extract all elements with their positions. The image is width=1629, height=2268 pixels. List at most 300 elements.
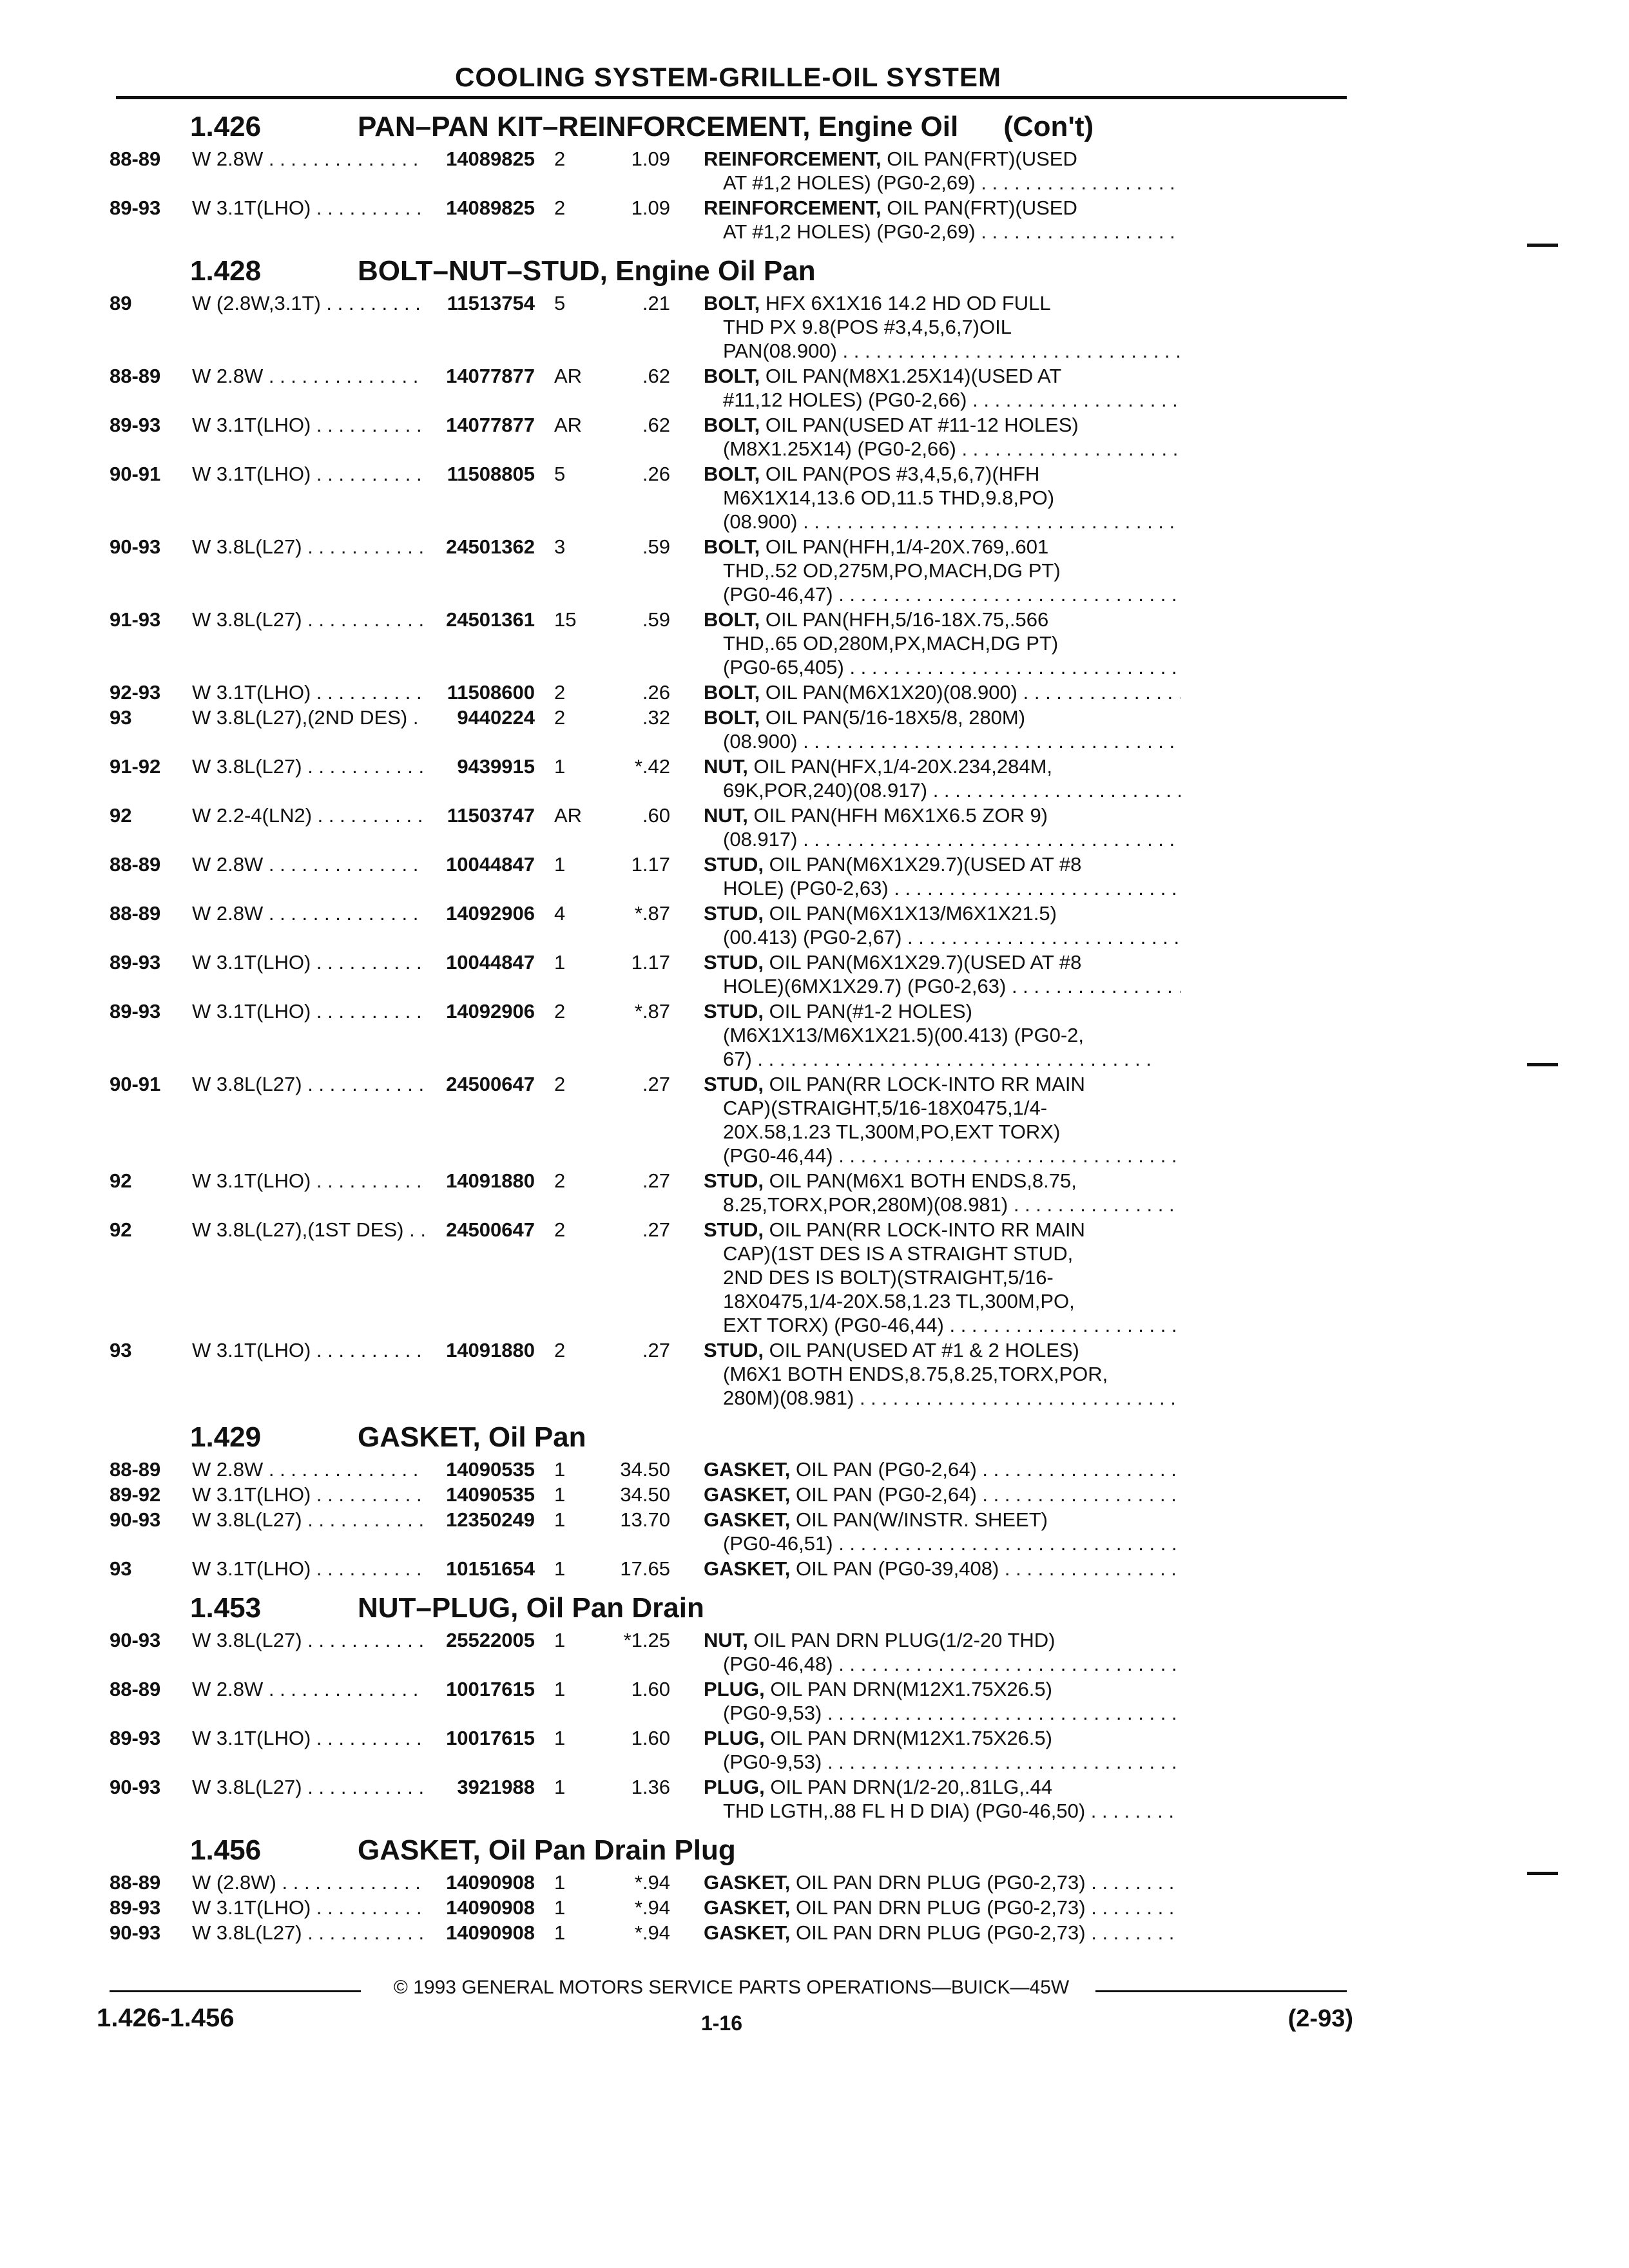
part-name: PLUG,: [704, 1727, 765, 1749]
description-text: OIL PAN DRN(M12X1.75X26.5): [770, 1727, 1052, 1749]
engine-model: W 3.8L(L27),(1ST DES) . . .: [192, 1218, 425, 1242]
description-line: [704, 778, 1181, 802]
section-number: 1.456: [190, 1834, 262, 1866]
model-years: 88-89: [110, 1871, 161, 1894]
part-description: [704, 1457, 1181, 1481]
model-years: 88-89: [110, 1458, 161, 1481]
description-text: OIL PAN(#1-2 HOLES): [769, 1000, 972, 1023]
description-text: HOLE) (PG0-2,63): [723, 877, 889, 899]
part-row: [110, 999, 1353, 1071]
description-line: [704, 1775, 1181, 1799]
footer-page-number: 1-16: [700, 2012, 743, 2035]
description-line: [704, 1218, 1181, 1242]
part-number: 24500647: [446, 1073, 535, 1095]
engine-model: W 2.2-4(LN2) . . .: [192, 803, 425, 827]
description-text: OIL PAN (PG0-2,64): [795, 1458, 977, 1481]
part-row: [110, 1483, 1353, 1506]
engine-model: W 3.1T(LHO) . . .: [192, 1483, 425, 1506]
description-line: [704, 413, 1181, 437]
part-name: GASKET,: [704, 1871, 791, 1894]
section-heading: [110, 1834, 1353, 1870]
description-text: OIL PAN(RR LOCK-INTO RR MAIN: [769, 1218, 1085, 1241]
footer-date: (2-93): [1287, 2005, 1353, 2032]
description-line: [704, 1047, 1181, 1071]
price: .60: [642, 804, 670, 827]
description-line: [704, 1072, 1181, 1096]
description-line: [704, 1799, 1181, 1823]
description-line: [704, 1242, 1181, 1265]
description-line: [704, 852, 1181, 876]
part-row: [110, 1726, 1353, 1774]
description-line: [704, 1750, 1181, 1774]
footer-rule-left: [110, 1990, 361, 1992]
description-line: [704, 196, 1181, 220]
description-line: [704, 1896, 1181, 1919]
catalog-section: [110, 1421, 1353, 1581]
price: .27: [642, 1339, 670, 1361]
part-number: 9439915: [457, 755, 535, 778]
description-line: [704, 1483, 1181, 1506]
engine-model: W 2.8W . . .: [192, 147, 425, 171]
part-number: 24501361: [446, 608, 535, 631]
description-text: HOLE)(6MX1X29.7) (PG0-2,63): [723, 975, 1007, 997]
part-row: [110, 413, 1353, 461]
part-row: [110, 754, 1353, 802]
description-line: [704, 803, 1181, 827]
part-row: [110, 706, 1353, 753]
description-line: [704, 1870, 1181, 1894]
description-text: OIL PAN(USED AT #11-12 HOLES): [765, 414, 1079, 436]
price: *.87: [634, 1000, 670, 1023]
part-description: [704, 1677, 1181, 1725]
price: 1.09: [631, 197, 670, 219]
parts-listing: [110, 111, 1353, 1946]
quantity: 1: [554, 1483, 566, 1506]
engine-model: W 3.8L(L27) . . .: [192, 1072, 425, 1096]
quantity: 2: [554, 681, 566, 704]
footer-rule-right: [1095, 1990, 1347, 1992]
description-line: [704, 147, 1181, 171]
model-years: 92: [110, 1169, 132, 1192]
engine-model: W (2.8W) . . .: [192, 1870, 425, 1894]
description-text: OIL PAN(FRT)(USED: [887, 197, 1077, 219]
engine-model: W 3.8L(L27) . . .: [192, 1628, 425, 1652]
engine-model: W 3.8L(L27) . . .: [192, 754, 425, 778]
part-row: [110, 291, 1353, 363]
price: 17.65: [620, 1557, 670, 1580]
catalog-section: [110, 1592, 1353, 1823]
price: 1.17: [631, 853, 670, 876]
part-description: [704, 1896, 1181, 1919]
quantity: 1: [554, 1629, 566, 1651]
description-text: OIL PAN(W/INSTR. SHEET): [795, 1508, 1048, 1531]
part-name: STUD,: [704, 1000, 764, 1023]
section-heading: [110, 111, 1353, 147]
part-row: [110, 608, 1353, 679]
description-line: [704, 1289, 1181, 1313]
section-title: GASKET, Oil Pan: [358, 1421, 586, 1453]
description-line: [704, 999, 1181, 1023]
part-description: [704, 1557, 1181, 1581]
description-text: OIL PAN(M6X1X29.7)(USED AT #8: [769, 951, 1082, 974]
quantity: AR: [554, 804, 583, 827]
description-text: (M6X1X13/M6X1X21.5)(00.413) (PG0-2,: [723, 1024, 1084, 1046]
description-text: AT #1,2 HOLES) (PG0-2,69): [723, 220, 976, 243]
description-line: [704, 729, 1181, 753]
part-name: BOLT,: [704, 414, 760, 436]
description-line: [704, 1532, 1181, 1555]
part-description: [704, 413, 1181, 461]
description-line: [704, 1096, 1181, 1120]
part-number: 11508600: [447, 681, 535, 704]
description-text: (PG0-9,53): [723, 1751, 822, 1773]
part-number: 11513754: [447, 292, 535, 314]
engine-model: W 3.8L(L27) . . .: [192, 608, 425, 631]
part-row: [110, 1169, 1353, 1216]
part-number: 14091880: [446, 1339, 535, 1361]
part-description: [704, 1483, 1181, 1506]
quantity: 2: [554, 1218, 566, 1241]
description-line: [704, 1457, 1181, 1481]
engine-model: W 3.1T(LHO) . . .: [192, 1896, 425, 1919]
price: 1.60: [631, 1727, 670, 1749]
part-description: [704, 535, 1181, 606]
section-title: BOLT–NUT–STUD, Engine Oil Pan: [358, 255, 816, 287]
model-years: 89-93: [110, 197, 161, 219]
description-text: OIL PAN DRN(M12X1.75X26.5): [770, 1678, 1052, 1700]
description-line: [704, 1338, 1181, 1362]
price: 34.50: [620, 1458, 670, 1481]
engine-model: W 2.8W . . .: [192, 364, 425, 388]
part-row: [110, 1677, 1353, 1725]
description-line: [704, 437, 1181, 461]
description-line: [704, 1144, 1181, 1168]
part-number: 12350249: [446, 1508, 535, 1531]
price: .21: [642, 292, 670, 314]
catalog-section: [110, 1834, 1353, 1945]
engine-model: W 3.8L(L27) . . .: [192, 1508, 425, 1532]
part-name: BOLT,: [704, 365, 760, 387]
model-years: 92: [110, 804, 132, 827]
model-years: 90-91: [110, 463, 161, 485]
part-number: 14090908: [446, 1921, 535, 1944]
engine-model: W 3.1T(LHO) . . .: [192, 680, 425, 704]
description-line: [704, 1628, 1181, 1652]
part-number: 25522005: [446, 1629, 535, 1651]
description-text: OIL PAN (PG0-2,64): [795, 1483, 977, 1506]
section-title: GASKET, Oil Pan Drain Plug: [358, 1834, 736, 1866]
description-text: 280M)(08.981): [723, 1387, 854, 1409]
description-text: 67): [723, 1048, 752, 1070]
section-title: NUT–PLUG, Oil Pan Drain: [358, 1592, 704, 1624]
description-text: OIL PAN(HFH M6X1X6.5 ZOR 9): [753, 804, 1048, 827]
quantity: 1: [554, 1896, 566, 1919]
description-text: OIL PAN(HFH,1/4-20X.769,.601: [765, 535, 1049, 558]
catalog-section: [110, 255, 1353, 1410]
price: 1.36: [631, 1776, 670, 1798]
description-text: THD PX 9.8(POS #3,4,5,6,7)OIL: [723, 316, 1012, 338]
part-name: BOLT,: [704, 535, 760, 558]
price: *.94: [634, 1896, 670, 1919]
price: *1.25: [623, 1629, 670, 1651]
part-number: 14090535: [446, 1458, 535, 1481]
quantity: 3: [554, 535, 566, 558]
description-line: [704, 1508, 1181, 1532]
part-number: 10017615: [446, 1678, 535, 1700]
engine-model: W 3.1T(LHO) . . .: [192, 1338, 425, 1362]
price: 13.70: [620, 1508, 670, 1531]
engine-model: W 3.8L(L27) . . .: [192, 1775, 425, 1799]
part-name: STUD,: [704, 902, 764, 925]
quantity: 2: [554, 1169, 566, 1192]
part-row: [110, 1218, 1353, 1337]
description-line: [704, 925, 1181, 949]
part-description: [704, 999, 1181, 1071]
part-row: [110, 1338, 1353, 1410]
price: .27: [642, 1169, 670, 1192]
model-years: 90-93: [110, 1921, 161, 1944]
model-years: 89-93: [110, 414, 161, 436]
description-text: OIL PAN(POS #3,4,5,6,7)(HFH: [765, 463, 1040, 485]
part-name: GASKET,: [704, 1896, 791, 1919]
description-text: OIL PAN(M6X1X20)(08.900): [765, 681, 1017, 704]
description-line: [704, 486, 1181, 510]
price: 1.60: [631, 1678, 670, 1700]
price: .59: [642, 535, 670, 558]
page-header: COOLING SYSTEM-GRILLE-OIL SYSTEM: [455, 62, 1001, 92]
margin-mark: [1527, 1872, 1558, 1875]
price: .62: [642, 414, 670, 436]
quantity: 1: [554, 1921, 566, 1944]
part-row: [110, 535, 1353, 606]
margin-mark: [1527, 244, 1558, 247]
part-number: 3921988: [457, 1776, 535, 1798]
description-line: [704, 171, 1181, 195]
part-row: [110, 1557, 1353, 1581]
part-number: 10044847: [446, 951, 535, 974]
part-description: [704, 291, 1181, 363]
part-number: 14089825: [446, 148, 535, 170]
part-name: BOLT,: [704, 706, 760, 729]
quantity: 15: [554, 608, 577, 631]
quantity: 2: [554, 1339, 566, 1361]
description-text: (00.413) (PG0-2,67): [723, 926, 902, 948]
quantity: 2: [554, 148, 566, 170]
part-name: STUD,: [704, 1339, 764, 1361]
quantity: 2: [554, 197, 566, 219]
description-text: (PG0-65,405): [723, 656, 844, 678]
description-text: EXT TORX) (PG0-46,44): [723, 1314, 944, 1336]
part-name: NUT,: [704, 804, 748, 827]
quantity: 5: [554, 463, 566, 485]
engine-model: W 3.1T(LHO) . . .: [192, 1169, 425, 1193]
engine-model: W 2.8W . . .: [192, 1677, 425, 1701]
description-text: OIL PAN DRN PLUG (PG0-2,73): [795, 1871, 1086, 1894]
quantity: AR: [554, 365, 583, 387]
part-name: PLUG,: [704, 1776, 765, 1798]
quantity: 1: [554, 1557, 566, 1580]
part-description: [704, 1628, 1181, 1676]
engine-model: W (2.8W,3.1T) . . .: [192, 291, 425, 315]
part-number: 24500647: [446, 1218, 535, 1241]
part-name: BOLT,: [704, 608, 760, 631]
description-text: OIL PAN(HFH,5/16-18X.75,.566: [765, 608, 1049, 631]
description-line: [704, 876, 1181, 900]
price: .62: [642, 365, 670, 387]
part-name: REINFORCEMENT,: [704, 197, 882, 219]
part-row: [110, 950, 1353, 998]
part-row: [110, 462, 1353, 533]
description-line: [704, 655, 1181, 679]
part-row: [110, 1508, 1353, 1555]
part-number: 10017615: [446, 1727, 535, 1749]
part-description: [704, 852, 1181, 900]
description-text: THD,.65 OD,280M,PX,MACH,DG PT): [723, 632, 1059, 655]
description-text: (PG0-46,44): [723, 1144, 833, 1167]
part-number: 10151654: [446, 1557, 535, 1580]
part-name: STUD,: [704, 1073, 764, 1095]
model-years: 93: [110, 1557, 132, 1580]
description-line: [704, 974, 1181, 998]
model-years: 92: [110, 1218, 132, 1241]
price: .26: [642, 681, 670, 704]
description-text: OIL PAN DRN PLUG (PG0-2,73): [795, 1896, 1086, 1919]
description-text: (M8X1.25X14) (PG0-2,66): [723, 437, 956, 460]
description-text: OIL PAN (PG0-39,408): [795, 1557, 999, 1580]
part-name: GASKET,: [704, 1458, 791, 1481]
part-number: 11508805: [447, 463, 535, 485]
quantity: 2: [554, 1000, 566, 1023]
description-line: [704, 631, 1181, 655]
section-number: 1.426: [190, 111, 262, 142]
description-line: [704, 582, 1181, 606]
section-heading: [110, 1421, 1353, 1457]
description-line: [704, 388, 1181, 412]
model-years: 92-93: [110, 681, 161, 704]
description-line: [704, 754, 1181, 778]
part-row: [110, 1072, 1353, 1168]
part-name: BOLT,: [704, 463, 760, 485]
engine-model: W 3.8L(L27),(2ND DES) . . .: [192, 706, 425, 729]
price: 1.17: [631, 951, 670, 974]
description-text: 20X.58,1.23 TL,300M,PO,EXT TORX): [723, 1120, 1061, 1143]
description-text: (PG0-46,51): [723, 1532, 833, 1555]
part-row: [110, 901, 1353, 949]
part-number: 10044847: [446, 853, 535, 876]
model-years: 88-89: [110, 1678, 161, 1700]
description-line: [704, 1169, 1181, 1193]
description-text: CAP)(STRAIGHT,5/16-18X0475,1/4-: [723, 1097, 1048, 1119]
section-heading: [110, 1592, 1353, 1628]
part-description: [704, 1775, 1181, 1823]
catalog-section: [110, 111, 1353, 244]
part-description: [704, 1169, 1181, 1216]
part-row: [110, 364, 1353, 412]
quantity: 1: [554, 1678, 566, 1700]
part-name: GASKET,: [704, 1508, 791, 1531]
quantity: 5: [554, 292, 566, 314]
description-text: (08.917): [723, 828, 798, 850]
model-years: 90-93: [110, 1776, 161, 1798]
description-text: OIL PAN(M6X1X29.7)(USED AT #8: [769, 853, 1082, 876]
description-text: 2ND DES IS BOLT)(STRAIGHT,5/16-: [723, 1266, 1054, 1289]
description-line: [704, 827, 1181, 851]
part-description: [704, 901, 1181, 949]
part-description: [704, 1921, 1181, 1945]
engine-model: W 2.8W . . .: [192, 852, 425, 876]
description-line: [704, 339, 1181, 363]
model-years: 88-89: [110, 853, 161, 876]
part-row: [110, 147, 1353, 195]
description-line: [704, 315, 1181, 339]
description-text: OIL PAN(USED AT #1 & 2 HOLES): [769, 1339, 1079, 1361]
part-name: STUD,: [704, 951, 764, 974]
description-line: [704, 1265, 1181, 1289]
description-line: [704, 510, 1181, 533]
description-text: CAP)(1ST DES IS A STRAIGHT STUD,: [723, 1242, 1074, 1265]
section-number: 1.429: [190, 1421, 262, 1453]
part-name: BOLT,: [704, 681, 760, 704]
part-row: [110, 852, 1353, 900]
description-line: [704, 950, 1181, 974]
quantity: 1: [554, 1776, 566, 1798]
description-text: (PG0-9,53): [723, 1702, 822, 1724]
part-description: [704, 1338, 1181, 1410]
price: 34.50: [620, 1483, 670, 1506]
description-line: [704, 1652, 1181, 1676]
part-number: 14077877: [446, 414, 535, 436]
part-description: [704, 803, 1181, 851]
description-line: [704, 1313, 1181, 1337]
description-text: #11,12 HOLES) (PG0-2,66): [723, 389, 967, 411]
description-line: [704, 1726, 1181, 1750]
part-row: [110, 1870, 1353, 1894]
part-name: BOLT,: [704, 292, 760, 314]
part-name: GASKET,: [704, 1921, 791, 1944]
part-description: [704, 1508, 1181, 1555]
part-row: [110, 1896, 1353, 1919]
part-description: [704, 1726, 1181, 1774]
part-number: 14092906: [446, 1000, 535, 1023]
engine-model: W 2.8W . . .: [192, 901, 425, 925]
description-text: (PG0-46,48): [723, 1653, 833, 1675]
description-line: [704, 1557, 1181, 1581]
part-number: 14090908: [446, 1871, 535, 1894]
part-description: [704, 462, 1181, 533]
part-description: [704, 608, 1181, 679]
description-line: [704, 1701, 1181, 1725]
description-line: [704, 680, 1181, 704]
part-number: 14092906: [446, 902, 535, 925]
footer-section-range: 1.426-1.456: [97, 2004, 235, 2032]
description-text: HFX 6X1X16 14.2 HD OD FULL: [765, 292, 1051, 314]
description-text: (PG0-46,47): [723, 583, 833, 606]
description-line: [704, 535, 1181, 559]
model-years: 88-89: [110, 148, 161, 170]
part-number: 9440224: [457, 706, 535, 729]
model-years: 90-93: [110, 1508, 161, 1531]
model-years: 91-92: [110, 755, 161, 778]
model-years: 88-89: [110, 902, 161, 925]
quantity: 2: [554, 1073, 566, 1095]
description-line: [704, 706, 1181, 729]
price: .26: [642, 463, 670, 485]
part-number: 24501362: [446, 535, 535, 558]
price: .59: [642, 608, 670, 631]
model-years: 89-92: [110, 1483, 161, 1506]
description-text: OIL PAN DRN PLUG(1/2-20 THD): [753, 1629, 1055, 1651]
part-name: GASKET,: [704, 1557, 791, 1580]
